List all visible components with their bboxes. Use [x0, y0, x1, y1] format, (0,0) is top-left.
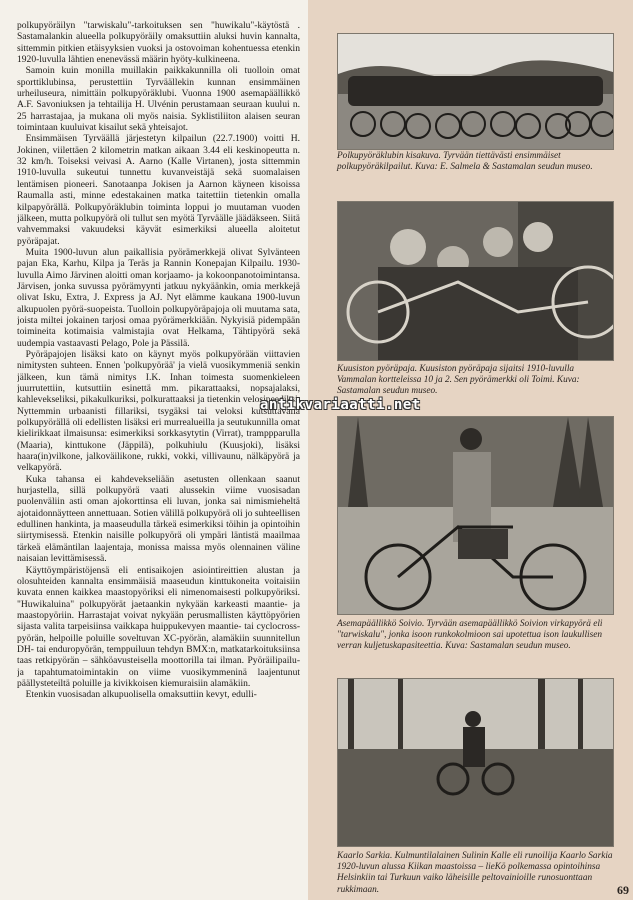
watermark-text: antikvariaatti.net — [260, 397, 421, 413]
photo-bicycle-workshop — [337, 201, 614, 361]
photo-station-master — [337, 416, 614, 615]
article-body — [17, 20, 300, 900]
page-number: 69 — [617, 883, 629, 897]
body-paragraph-1: polkupyöräilyn "tarwiskalu"-tarkoituksen sen "huwikalu"-käytöstä . Sastamalankin alueella polkupyöräily omaksuttiin aluksi huvin kannalta, sittemmin pitkien etäisyyksien vuoksi ja ostovoiman kohentuessa etenkin 1920-luvulla lähtien enenevässä määrin hyöty-kulkineena. — [17, 20, 300, 66]
caption-station-master: Asemapäällikkö Soivio. Tyrvään asemapäällikkö Soivion virkapyörä eli "tarwiskalu", jonka isoon runkokolmioon sai upotettua ison laukullisen verran kuljetuskapasiteettia. Kuva: Sastamalan seudun museo. — [337, 619, 603, 652]
caption-cycling-club: Polkupyöräklubin kisakuva. Tyrvään tiettävästi ensimmäiset polkupyöräkilpailut. Kuva: E. Salmela & Sastamalan seudun museo. — [337, 151, 593, 173]
caption-kaarlo-sarkia: Kaarlo Sarkia. Kulmuntilalainen Sulinin Kalle eli runoilija Kaarlo Sarkia 1920-luvun alussa Kiikan maastoissa – lieKö polkemassa opintoihinsa Helsinkiin tai Turkuun vaiko läheisille peltovainioille runosuonttaan rukkimaan. — [337, 851, 613, 895]
body-paragraph-5: Pyöräpajojen lisäksi kato on käynyt myös polkupyörään viittavien nimitysten suhteen. Ennen 'polkupyörää' ja vielä vuosikymmeniä senkin jälkeen, kun tämä nimitys I.K. Inhan toimesta suomenkieleen juurrutettiin, kutsuttiin esinettä mm. pikarattaaksi, nopsajalaksi, kahlevekseliksi, pikakulkuriksi, polkurattaaksi ja tietenkin velosipeediksi. Nyttemmin urbaanisti fillariksi, tsygäksi tai veloksi kutsuttavalla polkupyörällä oli edellisten lisäksi eri murrealueilla ja seutukunnilla omat kielirikkaat ilmaisunsa: esimerkiksi sorkkasytytin (Virrat), tramppparulla (Maaria), kinttukone (Jäppilä), polkuhiulu (Kuusjoki), lisäksi haara(in)vilkone, jalkoväilikone, rukki, vokki, villivaunu, nälkäpyörä ja velkapyörä. — [17, 348, 300, 474]
photo-cycling-club — [337, 33, 614, 150]
body-paragraph-3: Ensimmäisen Tyrväällä järjestetyn kilpailun (22.7.1900) voitti H. Jokinen, viilettäen 2 kilometrin matkan aikaan 3.44 eli keskinopeutta n. 32 km/h. Toiseksi veivasi A. Aarno (Kalle Virtanen), josta sittemmin 1910-luvulla sukeutui tunnettu kuvanveistäjä sekä suomalaisen lentämisen pioneeri. Sanotaanpa Jokisen ja Aarnon käyneen kisoissa Raumalla asti, minne edestakainen matka taitettiin tietenkin omalla kilpapyörällä. Polkupyöräklubin toiminta loppui jo muutaman vuoden jälkeen, mutta polkupyörä oli tullut sen myötä Tyrväälle jäädäkseen. Siitä vahvemmaksi vakuudeksi käyvät esimerkiksi alueella aloitetut pyöräpajat. — [17, 133, 300, 247]
body-paragraph-4: Muita 1900-luvun alun paikallisia pyörämerkkejä olivat Sylvänteen pajan Eka, Karhu, Kilpa ja Teräs ja Rannin Konepajan Kilpailu. 1930-luvulla Aimo Järvinen aloitti oman korjaamo- ja kokoonpanotoimintansa. Järvisen, jonka suvussa pyörämyynti jatkuu nykyäänkin, omia merkkejä olivat Isku, Extra, J. Express ja AJ. Nyt elämme kaukana 1900-luvun alkupuolen pyörä-suopeista. Tuolloin polkupyöräpajoja oli muutama sata, joista miltei jokainen tarjosi omaa pyörämerkkiään. Nykyisiä pidempään toimineita kotimaisia valmistajia ovat Helkama, Tähtipyörä sekä uudempia vastaavasti Pelago, Pole ja Pässilä. — [17, 246, 300, 349]
body-paragraph-2: Samoin kuin monilla muillakin paikkakunnilla oli tuolloin omat sporttiklubinsa, perustettiin Tyrväällekin kunnan ensimmäinen urheiluseura, nimittäin polkupyöräklubi. Vuonna 1900 asemapäällikkö A.F. Savoniuksen ja tehtailija H. Ulvénin perustamaan seuraan kuului n. 25 harrastajaa, ja mukana oli myös naisia. Syklistiliiton alaisen seuran toimintaan kuuluivat kisailut sekä yhteisajot. — [17, 65, 300, 134]
body-paragraph-8: Etenkin vuosisadan alkupuolisella omaksuttiin kevyt, edulli- — [25, 689, 257, 701]
caption-bicycle-workshop: Kuusiston pyöräpaja. Kuusiston pyöräpaja sijaitsi 1910-luvulla Vammalan kortteleissa 10 ja 2. Sen pyörämerkki oli Toimi. Kuva: Sastamalan seudun museo. — [337, 364, 580, 397]
body-paragraph-7: Käyttöympäristöjensä eli entisaikojen asiointireittien alustan ja olosuhteiden kannalta ensimmäisiä maaseudun kinttukoneita voitaisiin kuvata ennen kaikkea maastopyöriksi eli nimenomaisesti polkupyöriksi. "Huwikaluina" polkupyörät jaetaankin nykyään karkeasti maantie- ja maastopyöriin. Harrastajat voivat nykyään perusmallisten käyttöpyörien sijasta valita tarpeisiinsa vaikkapa huippukevyen maantie- tai cyclocross-pyörän, helpoille poluille soveltuvan XC-pyörän, alamäkiin suunnitellun DH- tai enduropyörän, temppuiluun tehdyn BMX:n, matkatarkoituksiinsa taas retkipyörän – sähköavusteisella moottorilla tai ilman. Pyöräilipailu- ja tapahtumatoimintakin on viime vuosikymmeninä laajentunut päällysteteiltä poluille ja kivikkoisen kiemuraisiin alamäkiin. — [17, 564, 300, 689]
photo-sidebar — [308, 0, 633, 900]
photo-kaarlo-sarkia — [337, 678, 614, 847]
body-paragraph-6: Kuka tahansa ei kahdevekseliään asetusten ollenkaan saanut hurjastella, sillä polkupyörä vaati alussekin viime vuosisadan puolenväliin asti oman ajokorttinsa eli luvan, jonka sai nimismieheltä ajotaidonnäytteen annettuaan. Sotien välillä polkupyörä oli jo suhteellisen edullinen hankinta, ja maaseudulla tärkeä esimerkiksi töihin ja opintoihin siirtymisessä. Etenkin naisille polkupyörä oli ympäri läntistä maailmaa tärkeä elämäntilan laajentaja, monissa maissa myös olennainen väline naisaian levittämisessä. — [17, 473, 300, 565]
